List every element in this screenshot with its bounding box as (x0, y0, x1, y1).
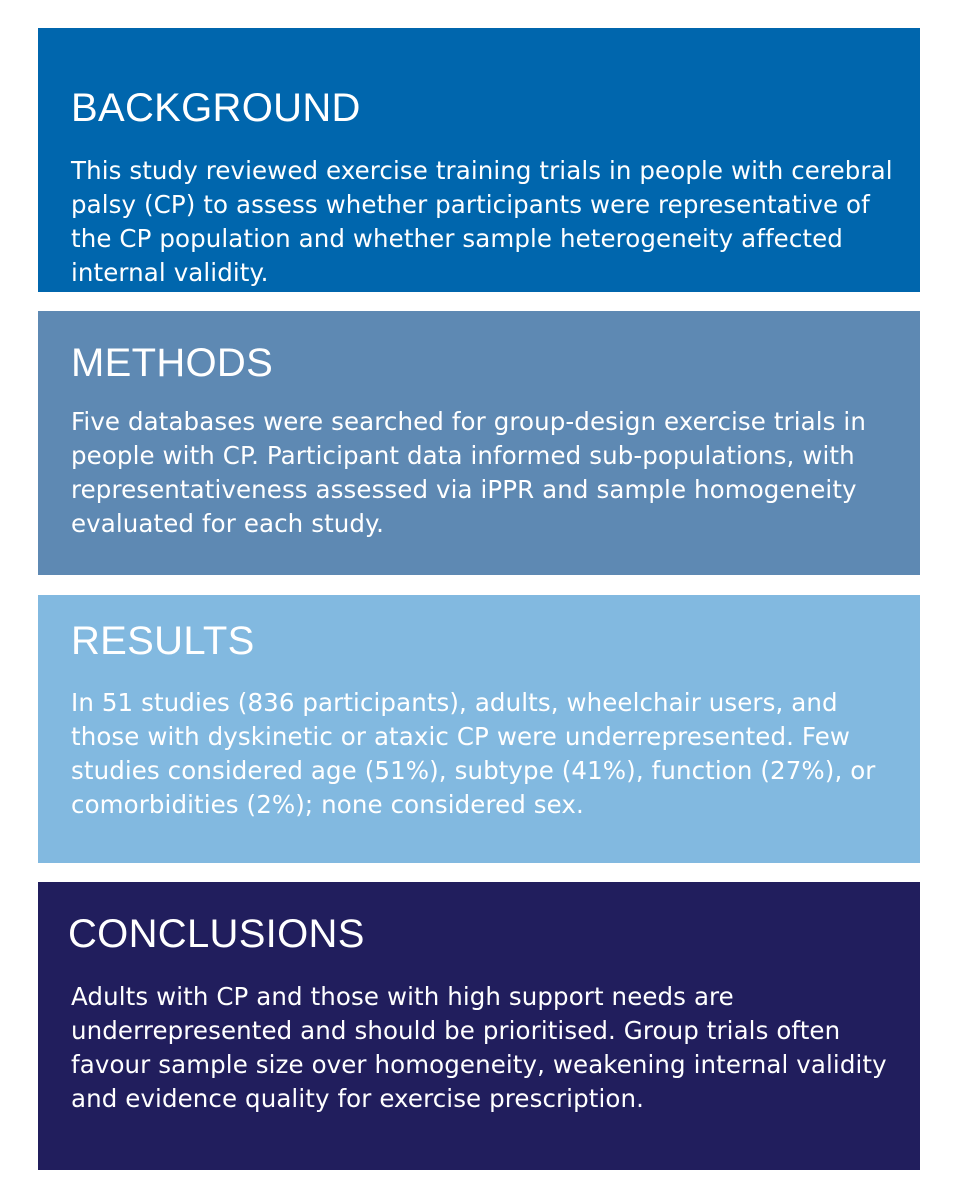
methods-text: Five databases were searched for group-design exercise trials in people with CP. Participant data informed sub-populations, with representativeness assessed via iPPR and sample homogeneity evaluated for each study. (71, 407, 866, 538)
background-panel (38, 28, 920, 292)
results-panel (38, 595, 920, 863)
conclusions-panel (38, 882, 920, 1170)
conclusions-heading: CONCLUSIONS (68, 912, 365, 956)
background-heading: BACKGROUND (71, 86, 361, 130)
results-text: In 51 studies (836 participants), adults, wheelchair users, and those with dyskinetic or ataxic CP were underrepresented. Few studies considered age (51%), subtype (41%), function (27%), or comorbidities (2%); none considered sex. (71, 688, 876, 819)
results-heading: RESULTS (71, 619, 255, 663)
conclusions-text: Adults with CP and those with high support needs are underrepresented and should be prioritised. Group trials often favour sample size over homogeneity, weakening internal validity and evidence quality for exercise prescription. (71, 982, 887, 1113)
background-text: This study reviewed exercise training trials in people with cerebral palsy (CP) to assess whether participants were representative of the CP population and whether sample heterogeneity affected internal validity. (71, 156, 893, 287)
methods-heading: METHODS (71, 341, 274, 385)
methods-panel (38, 311, 920, 575)
